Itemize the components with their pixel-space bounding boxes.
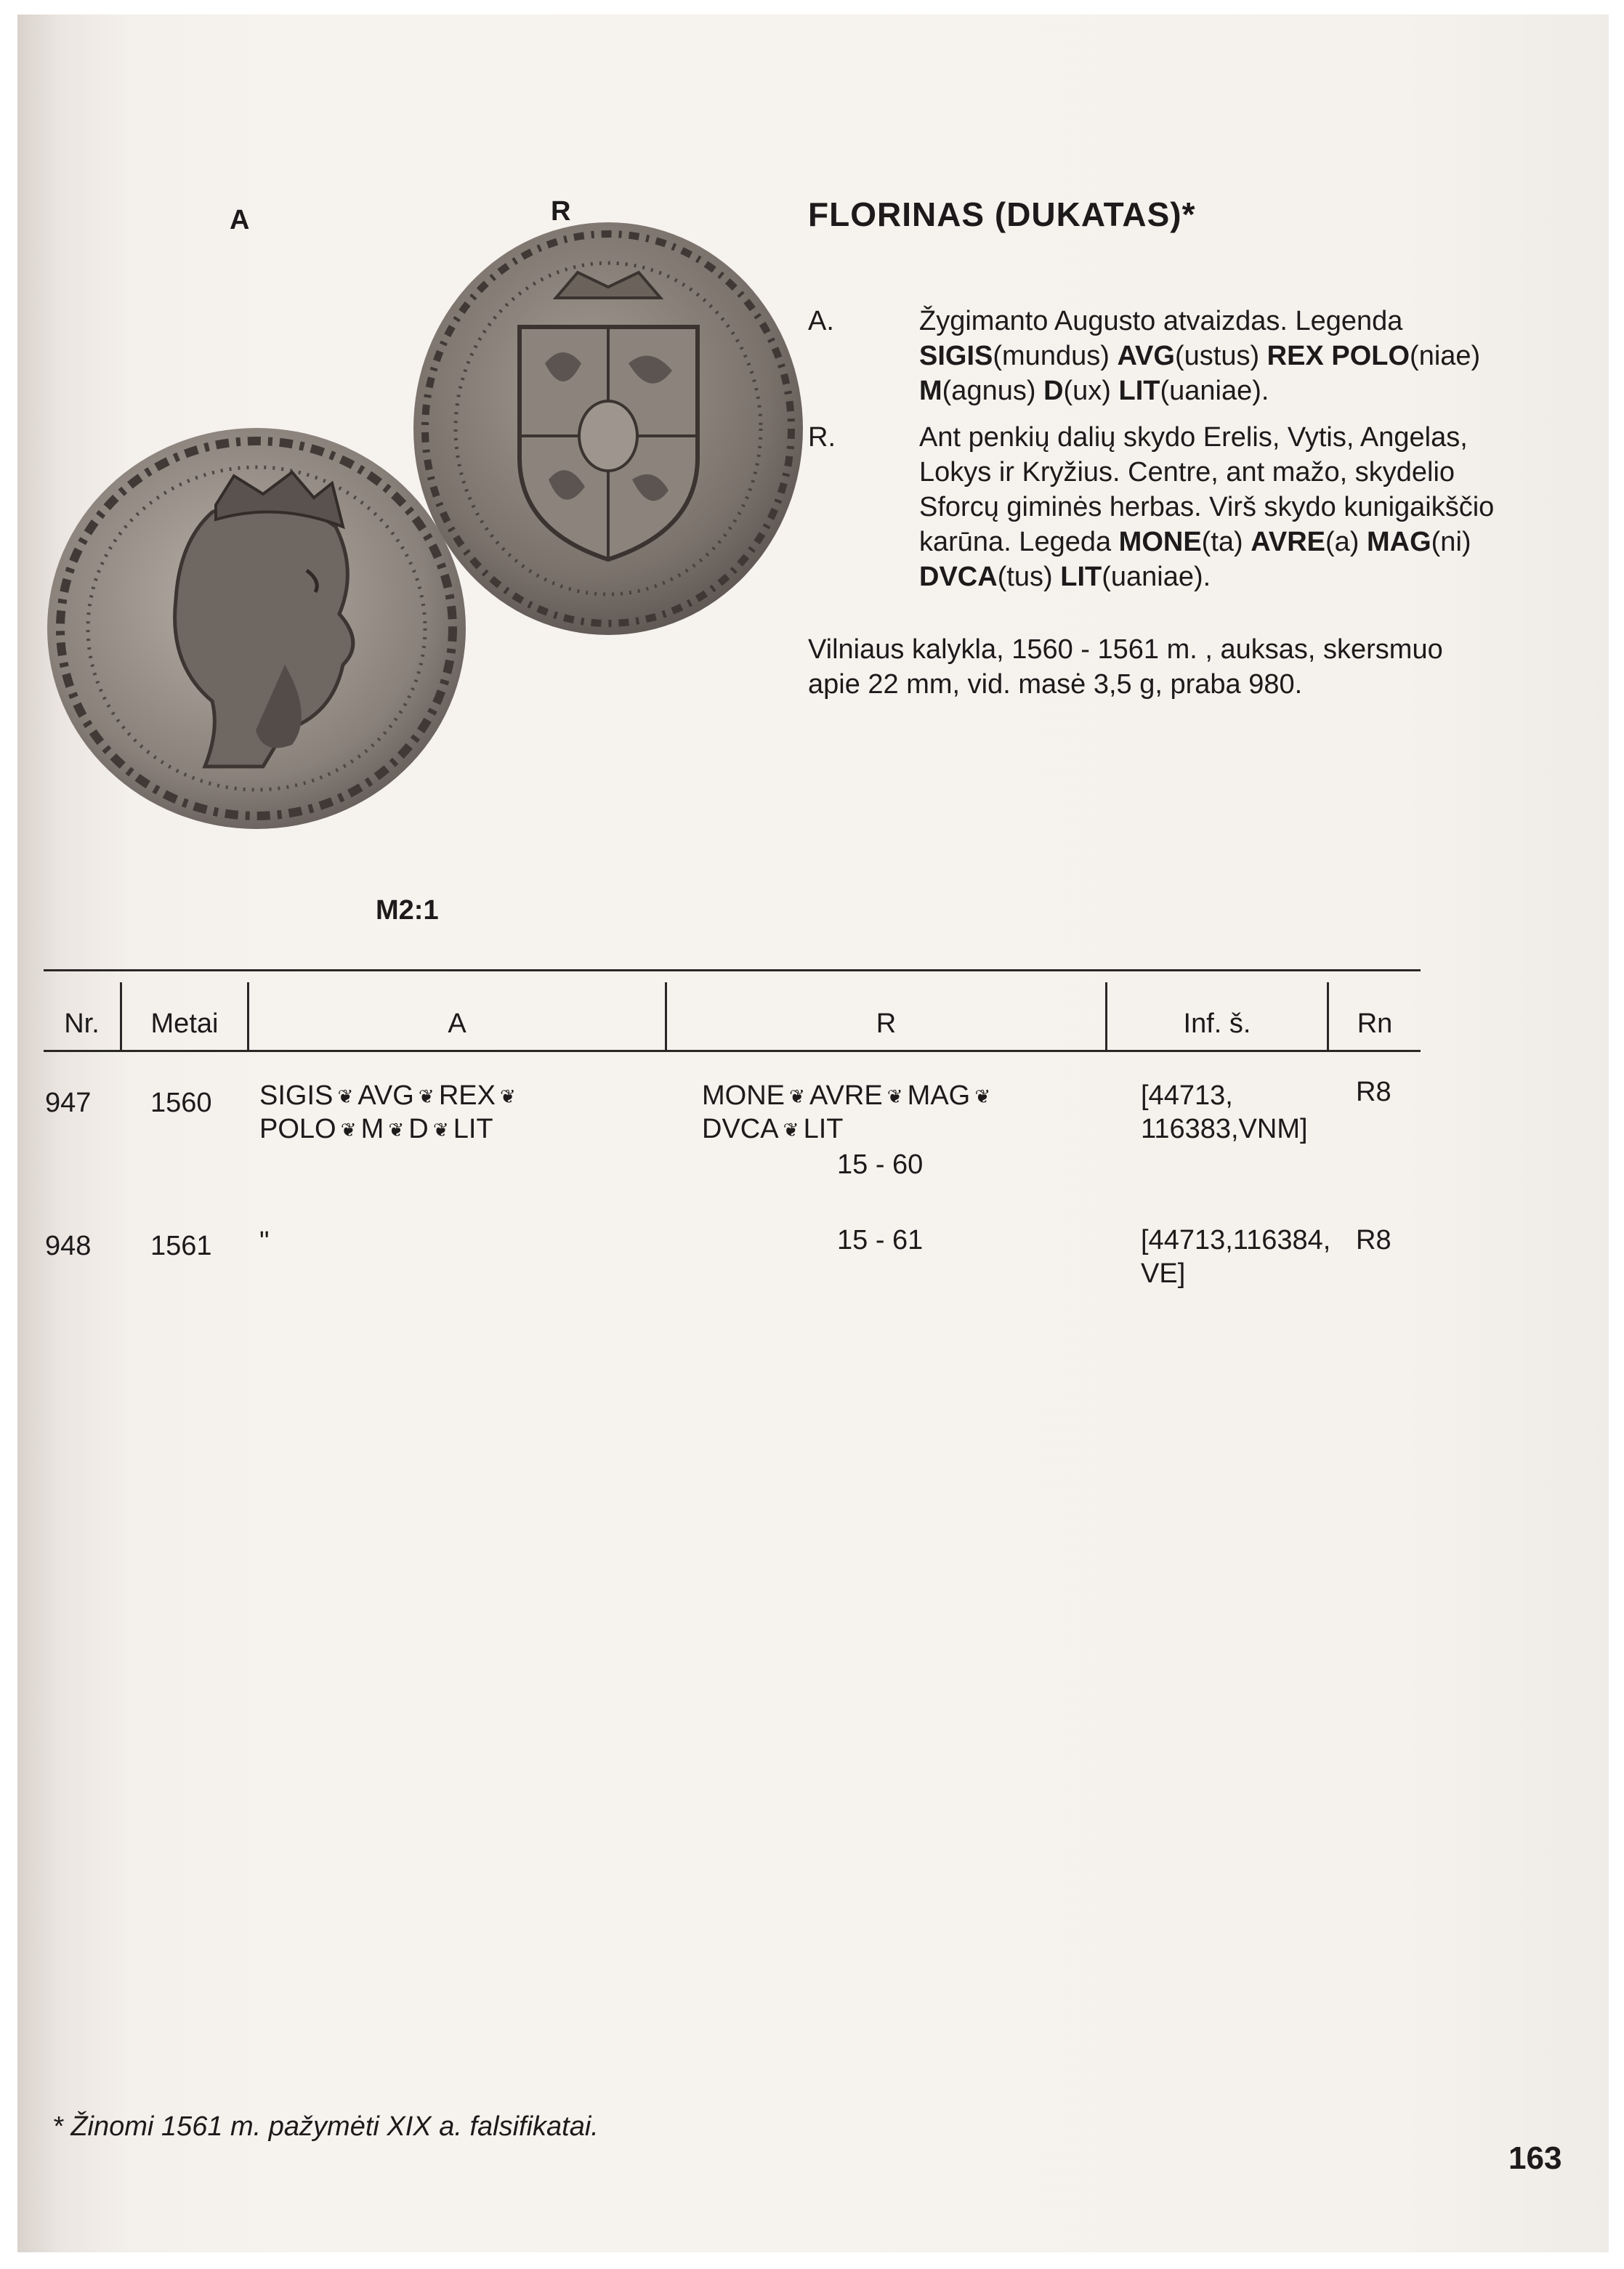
reverse-line-2: Lokys ir Kryžius. Centre, ant mažo, skydelio [919,457,1455,488]
coin-reverse-image [411,218,807,639]
header-rn: Rn [1357,1008,1393,1039]
row-948-a-ditto: " [259,1226,270,1257]
row-948-r-code: 15 - 61 [837,1225,924,1255]
row-947-inf-line-1: [44713, [1141,1080,1233,1111]
mint-line-2: apie 22 mm, vid. masė 3,5 g, praba 980. [808,669,1303,700]
coin-reverse-shield-icon [411,218,807,639]
fleuron-ornament-icon: ❦ [388,1119,405,1141]
obverse-marker: A. [808,306,834,336]
fleuron-ornament-icon: ❦ [340,1119,357,1141]
obverse-line-2: SIGIS(mundus) AVG(ustus) REX POLO(niae) [919,341,1481,371]
footnote: * Žinomi 1561 m. pažymėti XIX a. falsifikatai. [52,2111,599,2142]
reverse-marker: R. [808,422,836,453]
fleuron-ornament-icon: ❦ [974,1085,991,1107]
header-metai: Metai [150,1008,219,1039]
row-948-year: 1561 [150,1231,212,1261]
header-a: A [448,1008,466,1039]
row-948-nr: 948 [45,1231,92,1261]
scale-label: M2:1 [376,895,439,926]
row-947-r-line-1: MONE ❦ AVRE ❦ MAG ❦ [702,1079,995,1113]
coin-label-r: R [551,196,571,227]
row-948-inf-line-2: VE] [1141,1258,1186,1289]
row-947-r-code: 15 - 60 [837,1149,924,1180]
coin-label-a: A [230,205,250,235]
row-947-a-line-2: POLO ❦ M ❦ D ❦ LIT [259,1112,493,1146]
reverse-line-5: DVCA(tus) LIT(uaniae). [919,562,1211,592]
row-948-rn: R8 [1356,1225,1391,1255]
fleuron-ornament-icon: ❦ [886,1085,903,1107]
row-947-nr: 947 [45,1088,92,1118]
fleuron-ornament-icon: ❦ [337,1085,354,1107]
reverse-line-4: karūna. Legeda MONE(ta) AVRE(a) MAG(ni) [919,527,1471,557]
fleuron-ornament-icon: ❦ [500,1085,516,1107]
fleuron-ornament-icon: ❦ [418,1085,435,1107]
header-r: R [876,1008,897,1039]
row-947-rn: R8 [1356,1077,1391,1107]
table-header-rule [44,1050,1421,1052]
row-948-inf-line-1: [44713,116384, [1141,1225,1331,1255]
row-947-inf-line-2: 116383,VNM] [1141,1114,1308,1144]
page-number: 163 [1508,2140,1562,2176]
header-inf: Inf. š. [1183,1008,1251,1039]
obverse-line-1: Žygimanto Augusto atvaizdas. Legenda [919,306,1403,336]
fleuron-ornament-icon: ❦ [783,1119,799,1141]
header-nr: Nr. [64,1008,100,1039]
fleuron-ornament-icon: ❦ [789,1085,805,1107]
row-947-a-line-1: SIGIS ❦ AVG ❦ REX ❦ [259,1079,520,1113]
reverse-line-1: Ant penkių dalių skydo Erelis, Vytis, Angelas, [919,422,1468,453]
coin-obverse-portrait-icon [45,425,468,832]
table-top-rule [44,969,1421,971]
mint-line-1: Vilniaus kalykla, 1560 - 1561 m. , auksas, skersmuo [808,634,1443,665]
reverse-line-3: Sforcų giminės herbas. Virš skydo kunigaikščio [919,492,1495,522]
coin-obverse-image [45,425,468,832]
page-title: FLORINAS (DUKATAS)* [808,195,1196,233]
fleuron-ornament-icon: ❦ [432,1119,449,1141]
row-947-r-line-2: DVCA ❦ LIT [702,1112,843,1146]
obverse-line-3: M(agnus) D(ux) LIT(uaniae). [919,376,1269,406]
row-947-year: 1560 [150,1088,212,1118]
